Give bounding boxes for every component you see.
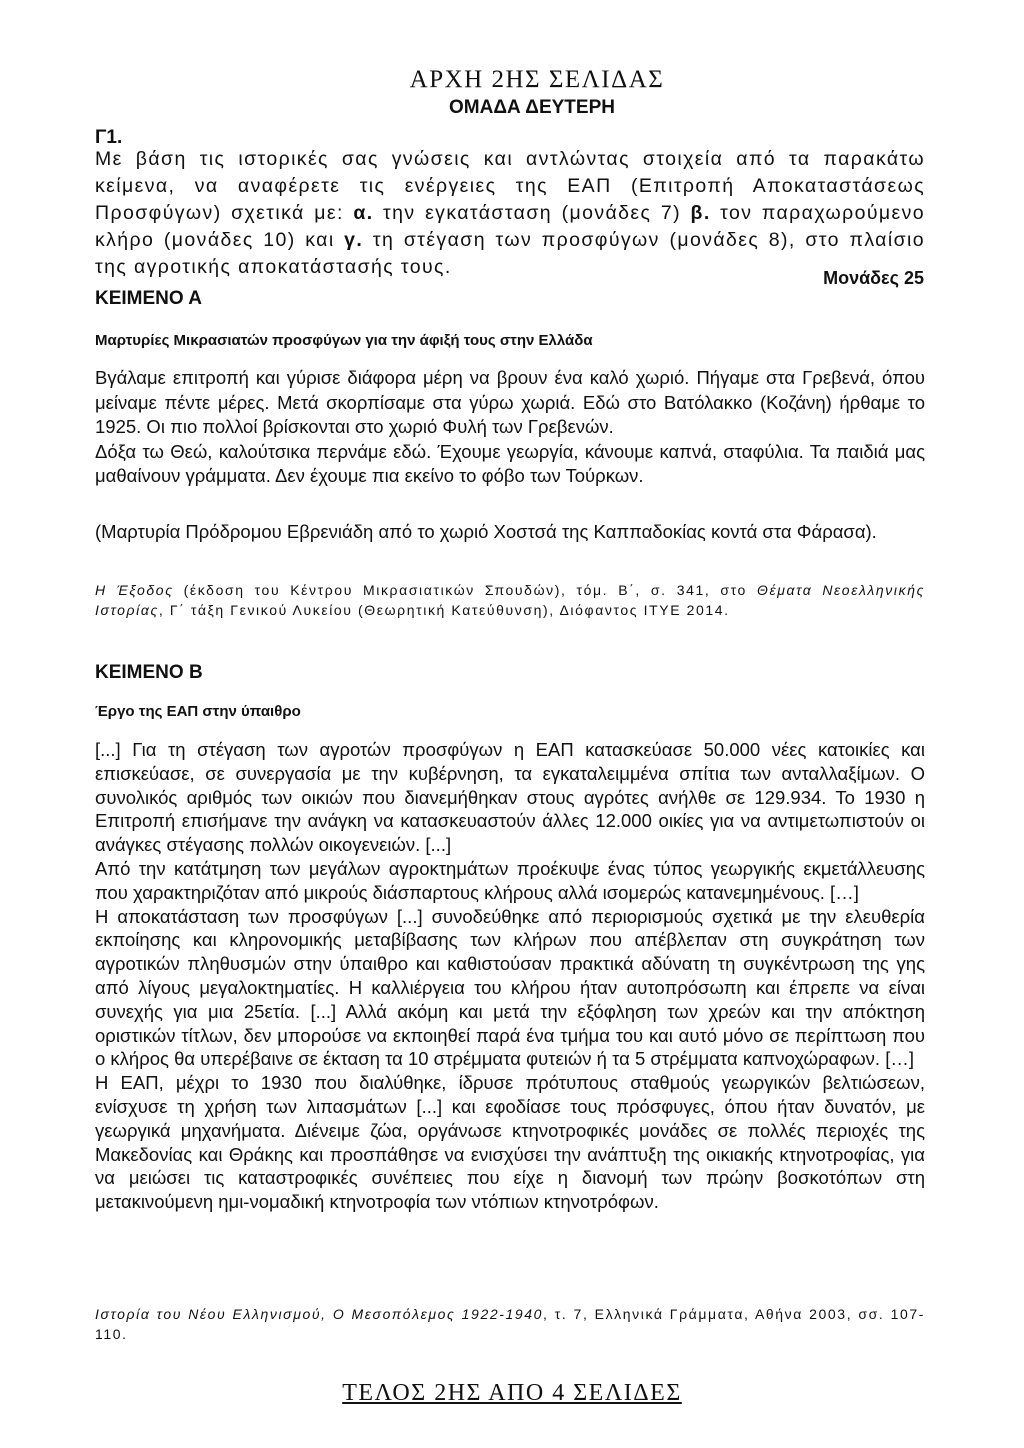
text-a-paragraph: Δόξα τω Θεώ, καλούτσικα περνάμε εδώ. Έχουμε γεωργία, κάνουμε καπνά, σταφύλια. Τα παιδιά μας μαθαίνουν γράμματα. Δεν έχουμε πια εκείνο το φόβο των Τούρκων. (95, 440, 925, 486)
text-b-body (95, 738, 925, 1214)
item-a-marker: α. (353, 202, 374, 224)
citation-text: , τ. 7, Ελληνικά Γράμματα, Αθήνα 2003, σσ. 107-110. (95, 1306, 925, 1342)
item-b-text: τον παραχωρούμενο κλήρο (μονάδες 10) και (95, 202, 926, 251)
text-b-subtitle: Έργο της ΕΑΠ στην ύπαιθρο (95, 703, 301, 720)
question-label: Γ1. (95, 127, 123, 148)
text-b-citation (95, 1304, 925, 1344)
item-b-marker: β. (690, 202, 711, 224)
text-b-paragraph: Η ΕΑΠ, μέχρι το 1930 που διαλύθηκε, ίδρυσε πρότυπους σταθμούς γεωργικών βελτιώσεων, ενίσχυσε τη χρήση των λιπασμάτων [...] και εφοδίασε τους πρόσφυγες, όπου ήταν δυνατόν, με γεωργικά μηχανήματα. Διένειμε ζώα, οργάνωσε κτηνοτροφικές μονάδες σε πολλές περιοχές της Μακεδονίας και Θράκης και προσπάθησε να ενισχύσει την ανάπτυξη της οικιακής κτηνοτροφίας, για να μειώσει τις καταστροφικές συνέπειες που είχε η διανομή των πρώην βοσκοτόπων στη μετακινούμενη ημι-νομαδική κτηνοτροφία των ντόπιων κτηνοτρόφων. (95, 1072, 925, 1213)
text-b-title: ΚΕΙΜΕΝΟ Β (95, 662, 203, 683)
text-a-subtitle: Μαρτυρίες Μικρασιατών προσφύγων για την άφιξή τους στην Ελλάδα (95, 332, 593, 349)
citation-text: (έκδοση του Κέντρου Μικρασιατικών Σπουδών), τόμ. Β΄, σ. 341, στο (173, 582, 757, 598)
text-a-paragraph: Βγάλαμε επιτροπή και γύρισε διάφορα μέρη να βρουν ένα καλό χωριό. Πήγαμε στα Γρεβενά, όπου μείναμε πέντε μέρες. Μετά σκορπίσαμε στα γύρω χωριά. Εδώ στο Βατόλακκο (Κοζάνη) ήρθαμε το 1925. Οι πιο πολλοί βρίσκονται στο χωριό Φυλή των Γρεβενών. (95, 367, 925, 437)
text-b-paragraph: [...] Για τη στέγαση των αγροτών προσφύγων η ΕΑΠ κατασκεύασε 50.000 νέες κατοικίες και επισκεύασε, σε συνεργασία με την κυβέρνηση, τα εγκαταλειμμένα σπίτια των ανταλλαξίμων. Ο συνολικός αριθμός των οικιών που διανεμήθηκαν στους αγρότες ανήλθε σε 129.934. Το 1930 η Επιτροπή επισήμανε την ανάγκη να κατασκευαστούν άλλες 12.000 οικίες για να αντιμετωπιστούν οι ανάγκες στέγασης πολλών οικογενειών. [...] (95, 739, 925, 856)
citation-title: Θέματα Νεοελληνικής Ιστορίας (95, 582, 925, 618)
text-a-citation (95, 580, 925, 620)
text-b-paragraph: Η αποκατάσταση των προσφύγων [...] συνοδεύθηκε από περιορισμούς σχετικά με την ελευθερία εκποίησης και κληρονομικής μεταβίβασης των κλήρων που απέβλεπαν στη συγκράτηση των αγροτικών πληθυσμών στην ύπαιθρο και καθιστούσαν πρακτικά αδύνατη τη συγκέντρωση της γης από λίγους μεγαλοκτηματίες. Η καλλιέργεια του κλήρου ήταν αυτοπρόσωπη και έπρεπε να είναι συνεχής για μια 25ετία. [...] Αλλά ακόμη και μετά την εξόφληση των χρεών και την απόκτηση οριστικών τίτλων, δεν μπορούσε να εκποιηθεί παρά ένα τμήμα του και αυτό μόνο σε περίπτωση που ο κλήρος θα υπερέβαινε σε έκταση τα 10 στρέμματα φυτειών ή τα 5 στρέμματα καπνοχώραφων. […] (95, 905, 925, 1070)
question-text (95, 146, 925, 281)
question-units: Μονάδες 25 (823, 268, 924, 288)
item-c-marker: γ. (344, 229, 364, 251)
text-a-testimony-source: (Μαρτυρία Πρόδρομου Εβρενιάδη από το χωριό Χοστσά της Καππαδοκίας κοντά στα Φάρασα). (95, 521, 877, 542)
text-a-body (95, 366, 925, 489)
item-a-text: την εγκατάσταση (μονάδες 7) (373, 202, 691, 224)
text-b-paragraph: Από την κατάτμηση των μεγάλων αγροκτημάτων προέκυψε ένας τύπος γεωργικής εκμετάλλευσης που χαρακτηριζόταν από μικρούς διάσπαρτους κλήρους αλλά ισομερώς κατανεμημένους. […] (95, 857, 925, 903)
citation-title: Ιστορία του Νέου Ελληνισμού, Ο Μεσοπόλεμος 1922-1940 (95, 1306, 544, 1322)
item-c-text: τη στέγαση των προσφύγων (μονάδες 8), στο πλαίσιο της αγροτικής αποκατάστασής τους. (95, 229, 926, 278)
text-a-title: ΚΕΙΜΕΝΟ Α (95, 288, 202, 309)
citation-text: , Γ΄ τάξη Γενικού Λυκείου (Θεωρητική Κατεύθυνση), Διόφαντος ΙΤΥΕ 2014. (158, 602, 730, 618)
page-footer: ΤΕΛΟΣ 2ΗΣ ΑΠΟ 4 ΣΕΛΙΔΕΣ (342, 1380, 682, 1406)
question-intro: Με βάση τις ιστορικές σας γνώσεις και αντλώντας στοιχεία από τα παρακάτω κείμενα, να αναφέρετε τις ενέργειες της ΕΑΠ (Επιτροπή Αποκαταστάσεως Προσφύγων) σχετικά με: (95, 148, 925, 224)
page-header: ΑΡΧΗ 2ΗΣ ΣΕΛΙΔΑΣ (409, 66, 665, 93)
group-title: ΟΜΑΔΑ ΔΕΥΤΕΡΗ (449, 97, 615, 118)
citation-title: Η Έξοδος (95, 582, 174, 598)
